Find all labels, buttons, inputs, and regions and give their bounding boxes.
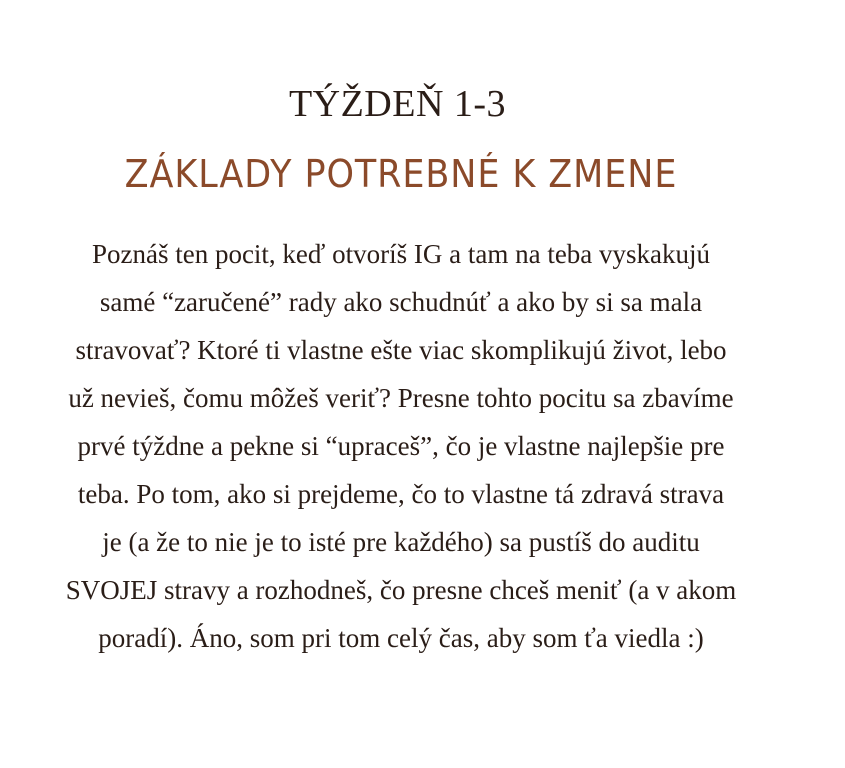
body-line: stravovať? Ktoré ti vlastne ešte viac skomplikujú život, lebo: [75, 335, 727, 365]
week-heading: TÝŽDEŇ 1-3: [288, 83, 507, 125]
body-line: teba. Po tom, ako si prejdeme, čo to vlastne tá zdravá strava: [77, 479, 725, 509]
body-line: prvé týždne a pekne si “upraceš”, čo je vlastne najlepšie pre: [77, 431, 725, 461]
body-line: Poznáš ten pocit, keď otvoríš IG a tam na teba vyskakujú: [91, 239, 711, 269]
body-line: samé “zaručené” rady ako schudnúť a ako by si sa mala: [99, 287, 703, 317]
body-paragraph: [0, 230, 802, 662]
body-line: SVOJEJ stravy a rozhodneš, čo presne chceš meniť (a v akom: [65, 575, 737, 605]
body-line: poradí). Áno, som pri tom celý čas, aby som ťa viedla :): [98, 623, 704, 653]
section-title: ZÁKLADY POTREBNÉ K ZMENE: [124, 152, 678, 196]
body-line: je (a že to nie je to isté pre každého) sa pustíš do auditu: [102, 527, 700, 557]
body-line: už nevieš, čomu môžeš veriť? Presne tohto pocitu sa zbavíme: [68, 383, 734, 413]
